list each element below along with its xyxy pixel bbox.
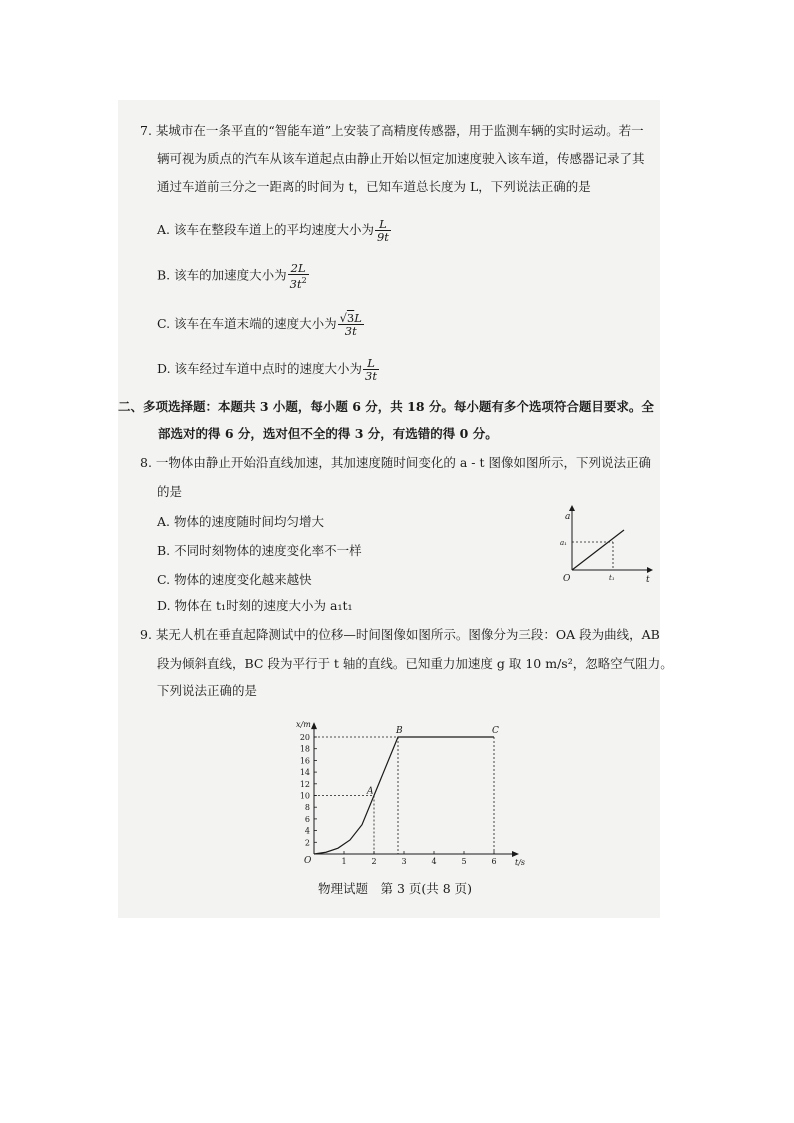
q7-option-c-num-after: L bbox=[354, 311, 362, 325]
x-tick-label: 3 bbox=[401, 857, 407, 866]
q7-option-d-text: D. 该车经过车道中点时的速度大小为 bbox=[157, 361, 363, 376]
q7-option-b-den-base: 3t bbox=[289, 277, 302, 291]
x-tick-label: 6 bbox=[491, 857, 497, 866]
q9-line-2: 段为倾斜直线，BC 段为平行于 t 轴的直线。已知重力加速度 g 取 10 m/s²，忽略空气阻力。 bbox=[157, 656, 673, 671]
q8-line-1: 8. 一物体由静止开始沿直线加速，其加速度随时间变化的 a - t 图像如图所示，下列说法正确 bbox=[140, 455, 651, 470]
y-tick-label: 16 bbox=[299, 756, 310, 766]
q9-line-1: 9. 某无人机在垂直起降测试中的位移—时间图像如图所示。图像分为三段：OA 段为曲线，AB bbox=[140, 627, 660, 642]
y-axis-arrow-icon bbox=[311, 722, 317, 729]
q7-option-a-text: A. 该车在整段车道上的平均速度大小为 bbox=[157, 222, 374, 237]
y-tick-label: 2 bbox=[304, 838, 310, 848]
x-t-xlabel: t/s bbox=[515, 858, 526, 867]
q8-t1-label: t₁ bbox=[609, 574, 615, 582]
q8-at-graph bbox=[558, 500, 658, 588]
q8-at-line bbox=[572, 530, 624, 570]
q8-line-2: 的是 bbox=[157, 484, 183, 499]
q8-option-d: D. 物体在 t₁时刻的速度大小为 a₁t₁ bbox=[157, 598, 353, 613]
point-label-C: C bbox=[492, 726, 499, 736]
y-tick-label: 4 bbox=[304, 826, 310, 836]
q7-option-c-fraction bbox=[338, 312, 364, 337]
q8-option-a: A. 物体的速度随时间均匀增大 bbox=[157, 514, 324, 529]
q7-line-1: 7. 某城市在一条平直的“智能车道”上安装了高精度传感器，用于监测车辆的实时运动。若一 bbox=[140, 123, 644, 138]
q8-origin-label: O bbox=[563, 574, 571, 584]
q7-option-c-radicand: 3 bbox=[346, 311, 355, 325]
x-t-origin-label: O bbox=[304, 856, 312, 866]
q7-option-a bbox=[157, 218, 391, 243]
q7-option-b bbox=[157, 262, 309, 290]
q7-option-c-denominator: 3t bbox=[344, 324, 357, 338]
q7-option-d-denominator: 3t bbox=[365, 369, 377, 383]
q7-line-2: 辆可视为质点的汽车从该车道起点由静止开始以恒定加速度驶入该车道，传感器记录了其 bbox=[157, 151, 645, 166]
page-footer: 物理试题 第 3 页(共 8 页) bbox=[318, 881, 473, 896]
q8-option-b: B. 不同时刻物体的速度变化率不一样 bbox=[157, 543, 362, 558]
q7-option-d-fraction bbox=[363, 357, 379, 382]
q7-option-d-numerator: L bbox=[363, 357, 379, 370]
y-tick-label: 10 bbox=[299, 791, 310, 801]
x-tick-label: 1 bbox=[341, 857, 347, 866]
x-tick-label: 4 bbox=[431, 857, 437, 866]
x-t-ylabel: x/m bbox=[296, 720, 311, 730]
q9-line-3: 下列说法正确的是 bbox=[157, 683, 258, 698]
q7-option-a-denominator: 9t bbox=[376, 230, 389, 244]
q7-option-b-fraction bbox=[288, 262, 309, 290]
q7-option-d bbox=[157, 357, 379, 382]
x-axis-arrow-icon bbox=[512, 851, 519, 857]
y-tick-label: 8 bbox=[304, 803, 310, 813]
q7-option-c-text: C. 该车在车道末端的速度大小为 bbox=[157, 316, 337, 331]
y-tick-label: 12 bbox=[299, 779, 310, 789]
q7-line-3: 通过车道前三分之一距离的时间为 t，已知车道总长度为 L，下列说法正确的是 bbox=[157, 179, 591, 194]
q7-option-b-den-exponent: 2 bbox=[301, 276, 307, 285]
y-tick-label: 14 bbox=[299, 768, 310, 778]
q8-a1-label: a₁ bbox=[560, 539, 567, 547]
x-tick-label: 2 bbox=[371, 857, 377, 866]
section-2-heading-line-2: 部选对的得 6 分，选对但不全的得 3 分，有选错的得 0 分。 bbox=[158, 426, 498, 441]
q7-option-a-numerator: L bbox=[375, 218, 391, 231]
y-tick-label: 18 bbox=[299, 744, 310, 754]
section-2-heading-line-1: 二、多项选择题：本题共 3 小题，每小题 6 分，共 18 分。每小题有多个选项符合题目要求。全 bbox=[118, 399, 654, 414]
q8-ylabel: a bbox=[565, 512, 571, 522]
q7-option-a-fraction bbox=[375, 218, 391, 243]
q7-option-b-text: B. 该车的加速度大小为 bbox=[157, 267, 287, 283]
sqrt-icon: √3 bbox=[339, 311, 355, 325]
q8-xlabel: t bbox=[646, 575, 650, 585]
q9-xt-chart bbox=[290, 706, 530, 868]
q7-option-c bbox=[157, 312, 364, 337]
x-tick-label: 5 bbox=[461, 857, 467, 866]
y-tick-label: 20 bbox=[299, 733, 310, 742]
q7-option-b-numerator: 2L bbox=[288, 262, 309, 275]
y-tick-label: 6 bbox=[304, 814, 310, 824]
q7-option-b-denominator bbox=[288, 275, 309, 290]
point-label-A: A bbox=[367, 786, 374, 797]
x-t-series-line bbox=[314, 737, 494, 854]
q8-option-c: C. 物体的速度变化越来越快 bbox=[157, 572, 312, 587]
point-label-B: B bbox=[396, 726, 403, 736]
